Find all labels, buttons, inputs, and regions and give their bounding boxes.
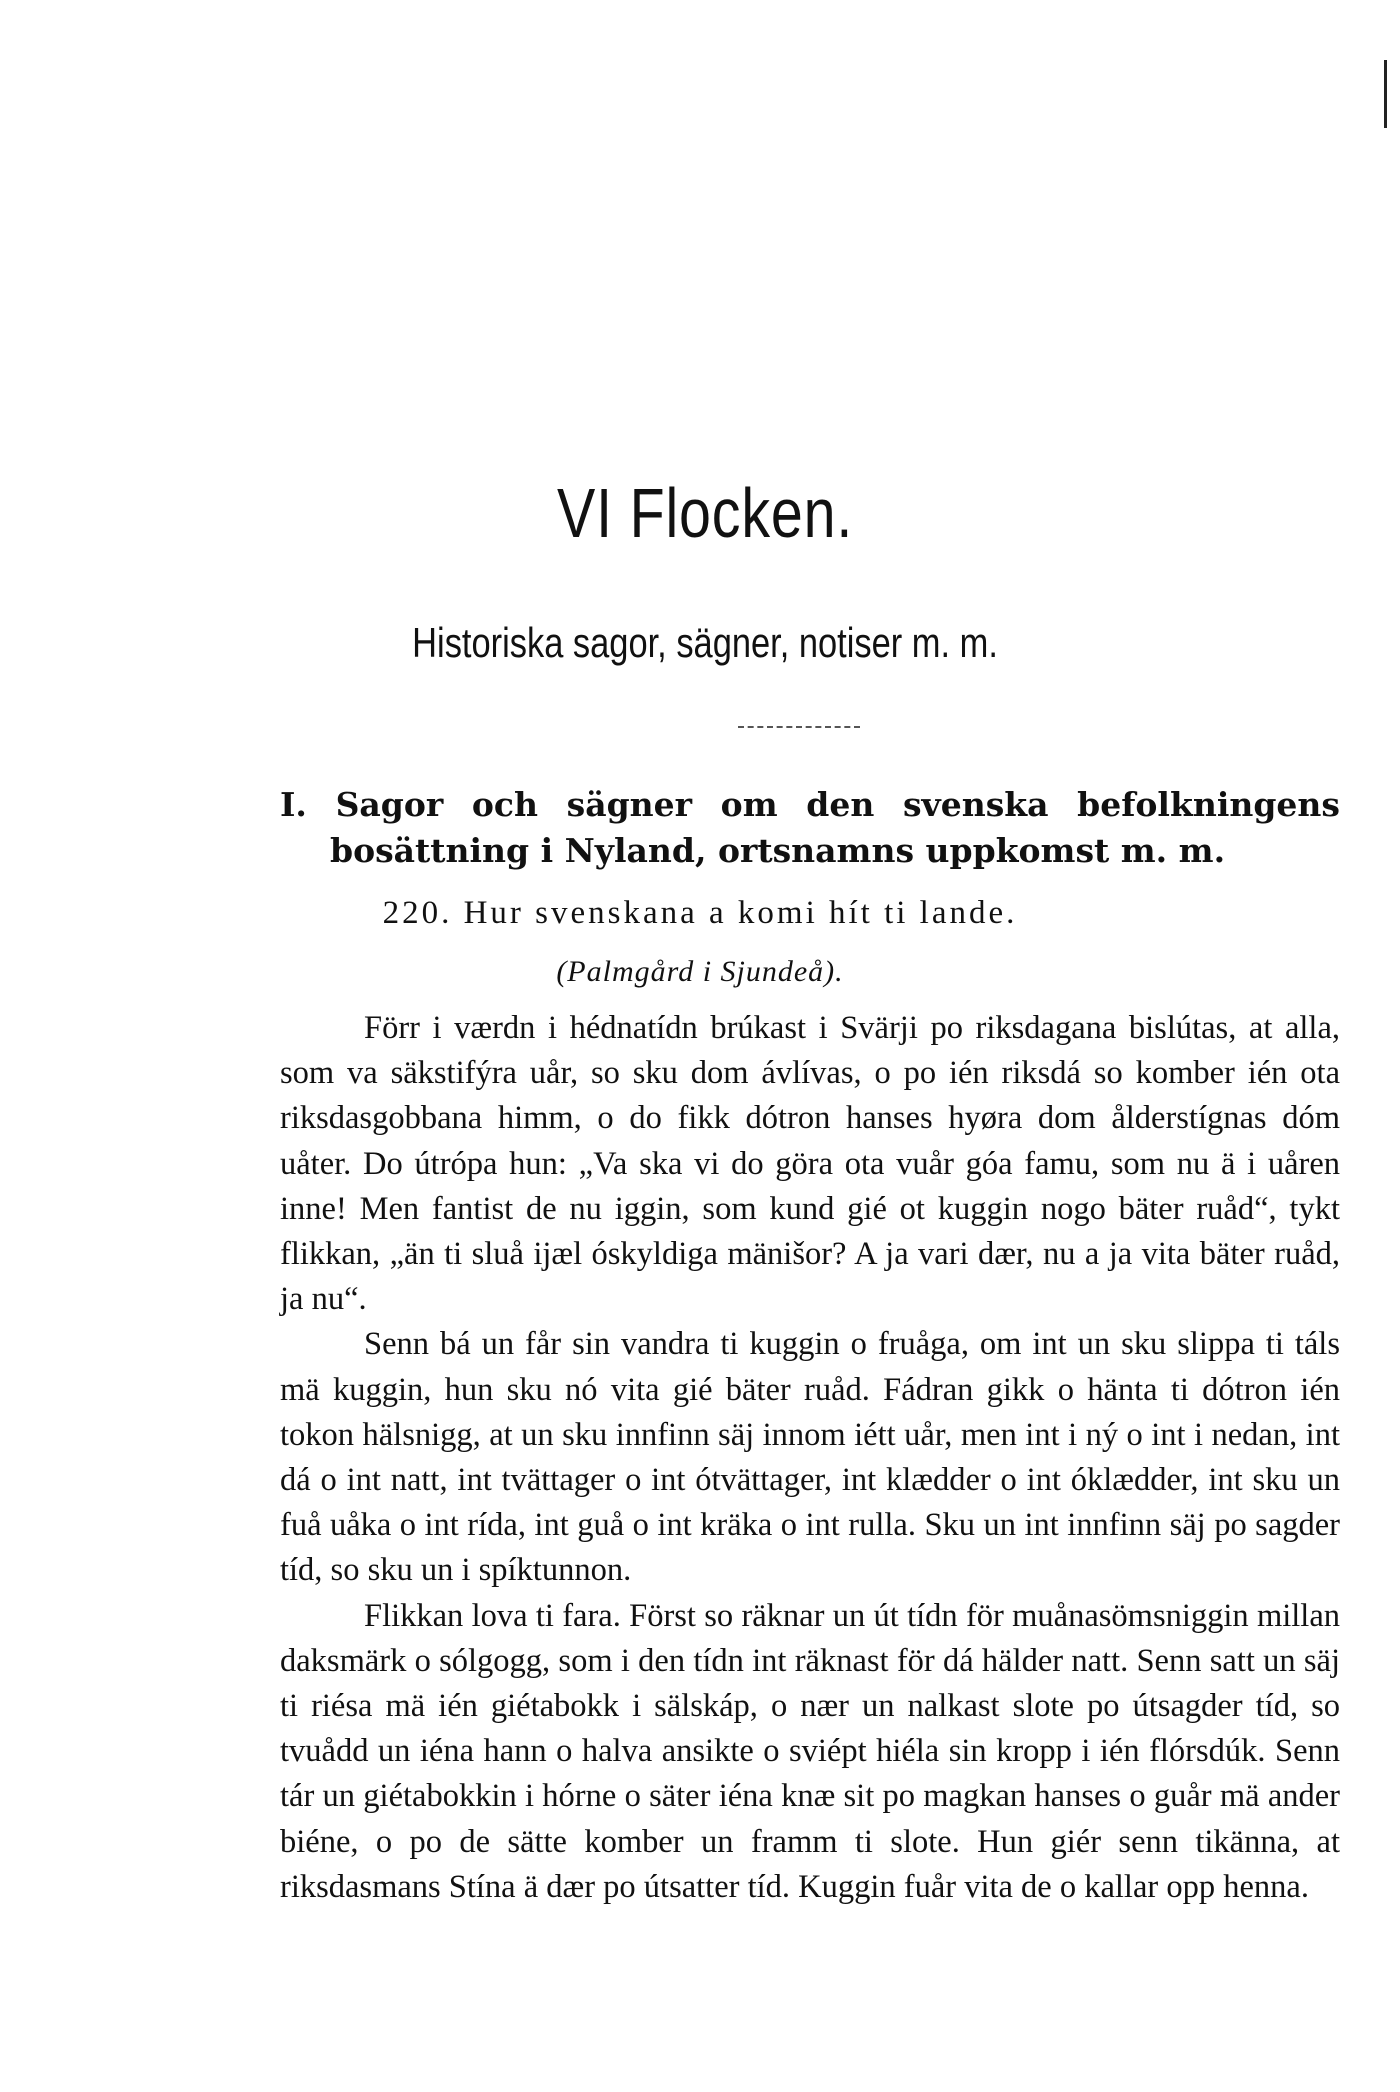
story-title: Hur svenskana a komi hít ti lande. xyxy=(463,895,1018,931)
story-heading xyxy=(0,890,1400,936)
part-title: VI Flocken. xyxy=(556,474,854,552)
story-source: (Palmgård i Sjundeå). xyxy=(556,955,844,988)
page-edge-mark xyxy=(1384,60,1387,128)
paragraph: Senn bá un får sin vandra ti kuggin o fruåga, om int un sku slippa ti táls mä kuggin, hun sku nó vita gié bäter ruåd. Fádran gikk o hänta ti dótron ién tokon hälsnigg, at un sku innfinn säj innom iétt uår, men int i ný o int i nedan, int dá o int natt, int tvättager o int ótvättager, int klædder o int óklædder, int sku un fuå uåka o int rída, int guå o int kräka o int rulla. Sku un int innfinn säj po sagder tíd, so sku un i spíktunnon. xyxy=(280,1326,1340,1589)
story-body xyxy=(280,1006,1340,1910)
paragraph: Flikkan lova ti fara. Först so räknar un út tídn för muånasömsniggin millan daksmärk o sólgogg, som i den tídn int räknast för dá hälder natt. Senn satt un säj ti riésa mä ién giétabokk i sälskáp, o nær un nalkast slote po útsagder tíd, so tvuådd un iéna hann o halva ansikte o sviépt hiéla sin kropp i ién flórsdúk. Senn tár un giétabokkin i hórne o säter iéna knæ sit po magkan hanses o guår mä ander biéne, o po de sätte komber un framm ti slote. Hun giér senn tikänna, at riksdasmans Stína ä dær po útsatter tíd. Kuggin fuår vita de o kallar opp henna. xyxy=(280,1597,1340,1905)
section-divider xyxy=(738,726,860,728)
part-subtitle: Historiska sagor, sägner, notiser m. m. xyxy=(412,619,998,666)
section-heading: I. Sagor och sägner om den svenska befolkningens bosättning i Nyland, ortsnamns uppkomst m. m. xyxy=(280,785,1340,870)
story-number: 220. xyxy=(382,895,453,931)
paragraph: Förr i værdn i hédnatídn brúkast i Svärji po riksdagana bislútas, at alla, som va säkstifýra uår, so sku dom ávlívas, o po ién riksdá so komber ién ota riksdasgobbana himm, o do fikk dótron hanses hyøra dom ålderstígnas dóm uåter. Do útrópa hun: „Va ska vi do göra ota vuår góa famu, som nu ä i uåren inne! Men fantist de nu iggin, som kund gié ot kuggin nogo bäter ruåd“, tykt flikkan, „än ti sluå ijæl óskyldiga mänišor? A ja vari dær, nu a ja vita bäter ruåd, ja nu“. xyxy=(280,1010,1340,1318)
